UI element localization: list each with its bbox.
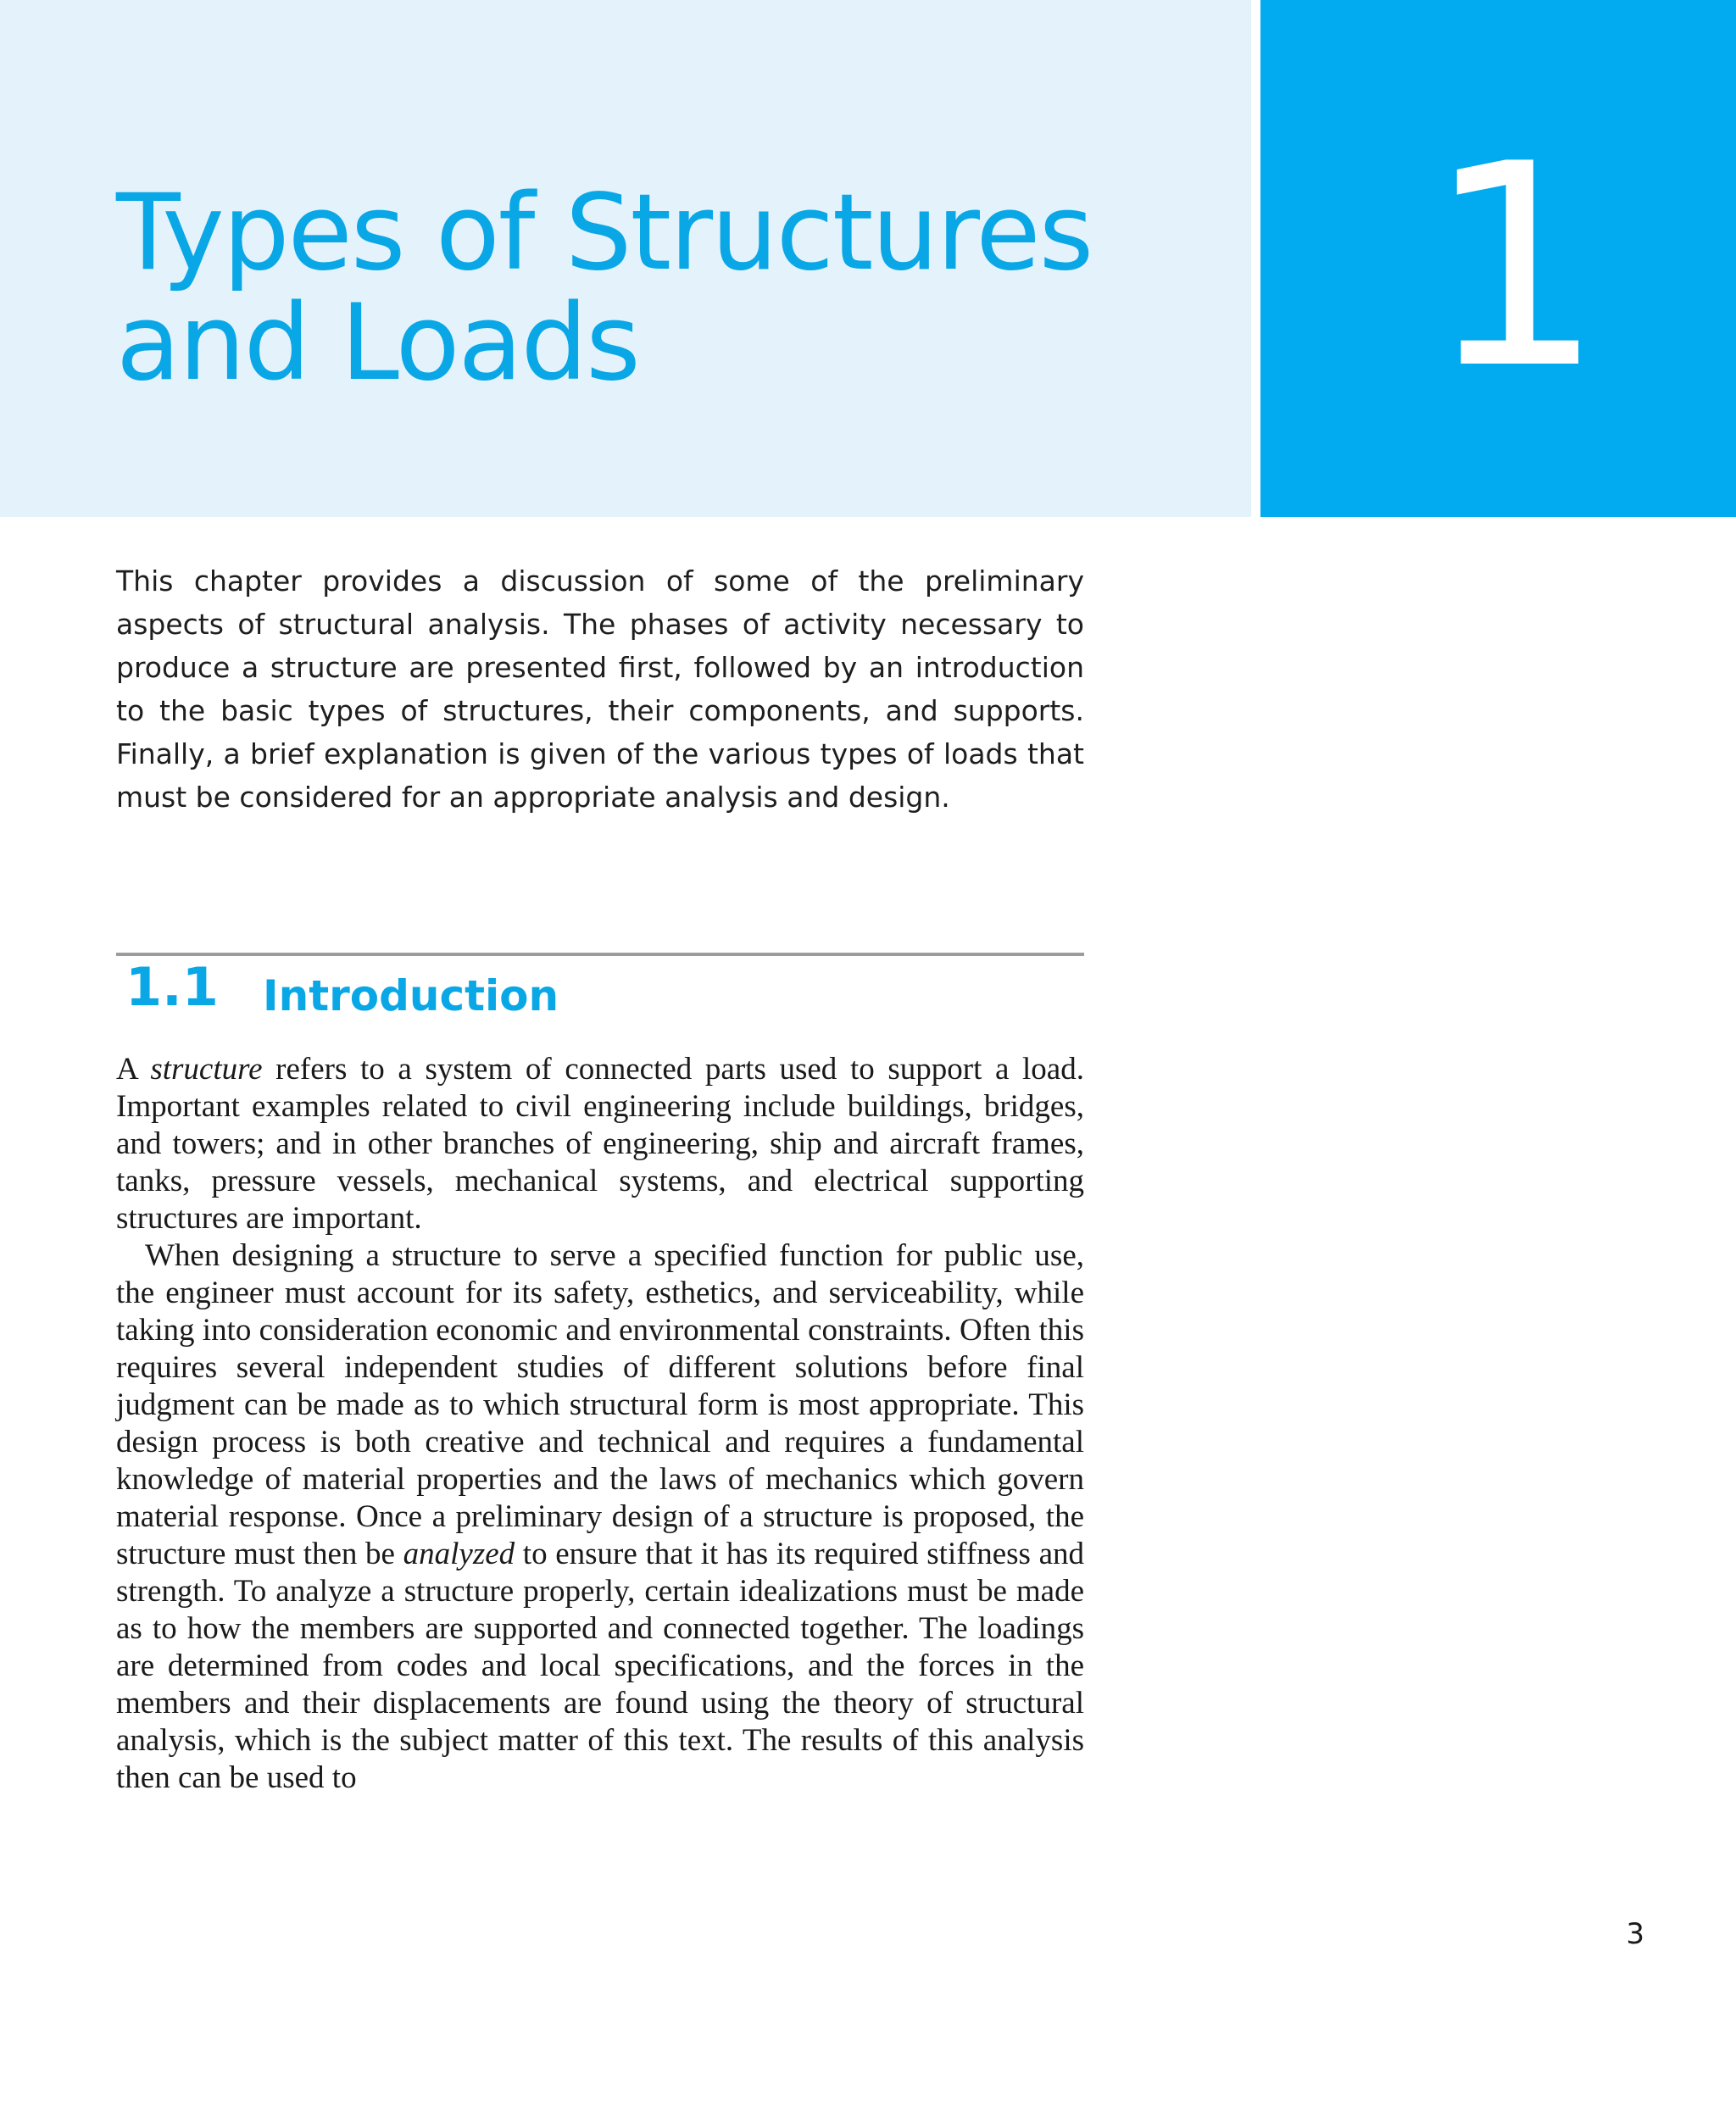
chapter-number-band	[1260, 0, 1736, 517]
term-structure: structure	[150, 1052, 263, 1087]
chapter-title	[116, 172, 1093, 404]
page-number: 3	[1626, 1917, 1644, 1951]
chapter-title-line-2: and Loads	[116, 282, 639, 404]
section-number: 1.1	[125, 956, 219, 1018]
paragraph-1-rest: refers to a system of connected parts used to support a load. Important examples related to civil engineering include buildings, bridges, and towers; and in other branches of engineering, ship and aircraft frames, tanks, pressure vessels, mechanical systems, and electrical supporting structures are important.	[116, 1052, 1084, 1236]
chapter-title-band	[0, 0, 1251, 517]
section-title: Introduction	[263, 971, 559, 1020]
chapter-number: 1	[1426, 104, 1605, 430]
paragraph-2-start: When designing a structure to serve a specified function for public use, the engineer must account for its safety, esthetics, and serviceability, while taking into consideration economic and environmental constraints. Often this requires several independent studies of different solutions before final judgment can be made as to which structural form is most appropriate. This design process is both creative and technical and requires a fundamental knowledge of material properties and the laws of mechanics which govern material response. Once a preliminary design of a structure is proposed, the structure must then be	[116, 1238, 1084, 1571]
body-paragraph-1	[116, 1051, 1084, 1237]
term-analyzed: analyzed	[403, 1537, 515, 1571]
section-divider	[116, 953, 1084, 956]
chapter-title-line-1: Types of Structures	[116, 172, 1093, 294]
section-heading	[125, 958, 1083, 1026]
body-paragraph-2	[116, 1237, 1084, 1797]
body-text	[116, 1051, 1084, 1797]
paragraph-1-start: A	[116, 1052, 151, 1087]
paragraph-2-rest: to ensure that it has its required stiffness and strength. To analyze a structure properly, certain idealizations must be made as to how the members are supported and connected together. The loadings are determined from codes and local specifications, and the forces in the members and their displacements are found using the theory of structural analysis, which is the subject matter of this text. The results of this analysis then can be used to	[116, 1537, 1084, 1795]
chapter-abstract: This chapter provides a discussion of some of the preliminary aspects of structural analysis. The phases of activity necessary to produce a structure are presented first, followed by an introduction to the basic types of structures, their components, and supports. Finally, a brief explanation is given of the various types of loads that must be considered for an appropriate analysis and design.	[116, 564, 1084, 814]
